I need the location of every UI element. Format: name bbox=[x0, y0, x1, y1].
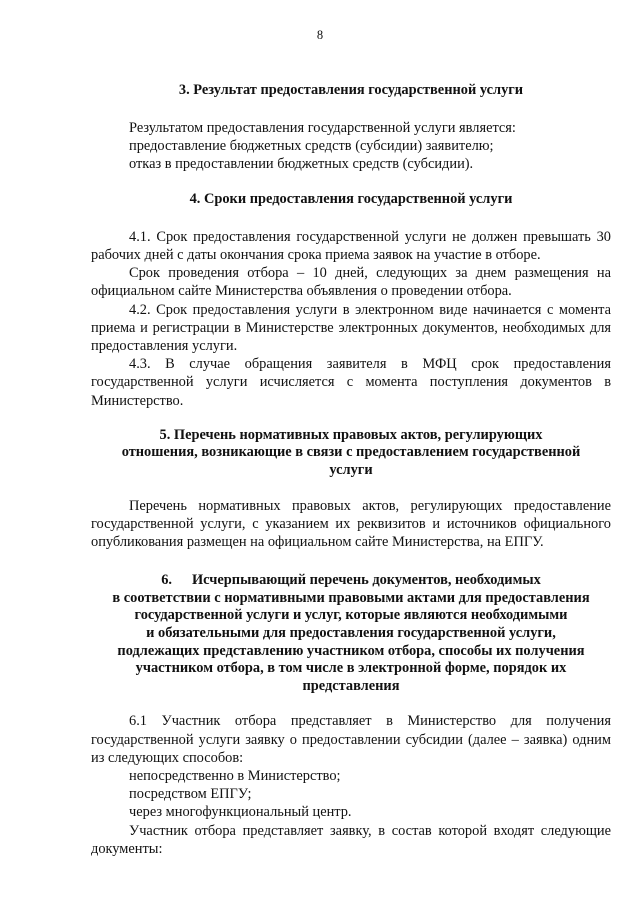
section-3-body bbox=[91, 119, 611, 174]
section-6-list-item: посредством ЕПГУ; bbox=[129, 786, 252, 803]
section-4-paragraph: Срок проведения отбора – 10 дней, следующих за днем размещения на официальном сайте Министерства объявления о проведении отбора. bbox=[91, 265, 611, 300]
section-6-title-line: подлежащих представлению участником отбора, способы их получения bbox=[117, 642, 585, 659]
section-6-number: 6. bbox=[161, 572, 172, 589]
section-3-line: отказ в предоставлении бюджетных средств (субсидии). bbox=[129, 156, 474, 172]
section-5-title-line: отношения, возникающие в связи с предоставлением государственной bbox=[121, 444, 581, 461]
section-6-title bbox=[91, 572, 611, 695]
section-4-title: 4. Сроки предоставления государственной услуги bbox=[189, 191, 513, 208]
section-3-line: Результатом предоставления государственной услуги является: bbox=[129, 119, 516, 136]
section-6-paragraph: 6.1 Участник отбора представляет в Министерство для получения государственной услуги заявку о предоставлении субсидии (далее – заявка) одним из следующих способов: bbox=[91, 713, 611, 766]
section-5-title-line: услуги bbox=[329, 462, 373, 479]
document-body bbox=[91, 82, 611, 858]
section-6-list-item: непосредственно в Министерство; bbox=[129, 767, 341, 784]
section-6-title-line: представления bbox=[302, 677, 400, 694]
section-6-title-line: государственной услуги и услуг, которые являются необходимыми bbox=[134, 607, 568, 624]
section-6-list-item: через многофункциональный центр. bbox=[129, 804, 352, 821]
section-5-title bbox=[91, 427, 611, 480]
section-3-line: предоставление бюджетных средств (субсидии) заявителю; bbox=[129, 137, 494, 154]
section-6-title-line: в соответствии с нормативными правовыми актами для предоставления bbox=[112, 589, 590, 606]
section-3-title: 3. Результат предоставления государственной услуги bbox=[178, 82, 524, 98]
section-5-paragraph: Перечень нормативных правовых актов, регулирующих предоставление государственной услуги, с указанием их реквизитов и источников официального опубликования размещен на официальном сайте Министерства, на ЕПГУ. bbox=[91, 497, 611, 551]
section-5-title-line: 5. Перечень нормативных правовых актов, регулирующих bbox=[159, 426, 543, 443]
section-4-paragraph: 4.3. В случае обращения заявителя в МФЦ срок предоставления государственной услуги исчисляется с момента поступления документов в Министерство. bbox=[91, 356, 611, 409]
section-6-body bbox=[91, 712, 611, 858]
section-6-paragraph: Участник отбора представляет заявку, в состав которой входят следующие документы: bbox=[91, 822, 611, 857]
section-4-paragraph: 4.1. Срок предоставления государственной услуги не должен превышать 30 рабочих дней с даты окончания срока приема заявок на участие в отборе. bbox=[91, 228, 611, 263]
section-6-title-line: Исчерпывающий перечень документов, необходимых bbox=[191, 572, 541, 589]
section-6-title-line: и обязательными для предоставления государственной услуги, bbox=[146, 625, 556, 641]
page-number: 8 bbox=[316, 28, 324, 42]
section-6-title-line: участником отбора, в том числе в электронной форме, порядок их bbox=[135, 660, 567, 677]
section-4-paragraph: 4.2. Срок предоставления услуги в электронном виде начинается с момента приема и регистрации в Министерстве электронных документов, необходимых для предоставления услуги. bbox=[91, 301, 611, 355]
section-4-body bbox=[91, 228, 611, 410]
